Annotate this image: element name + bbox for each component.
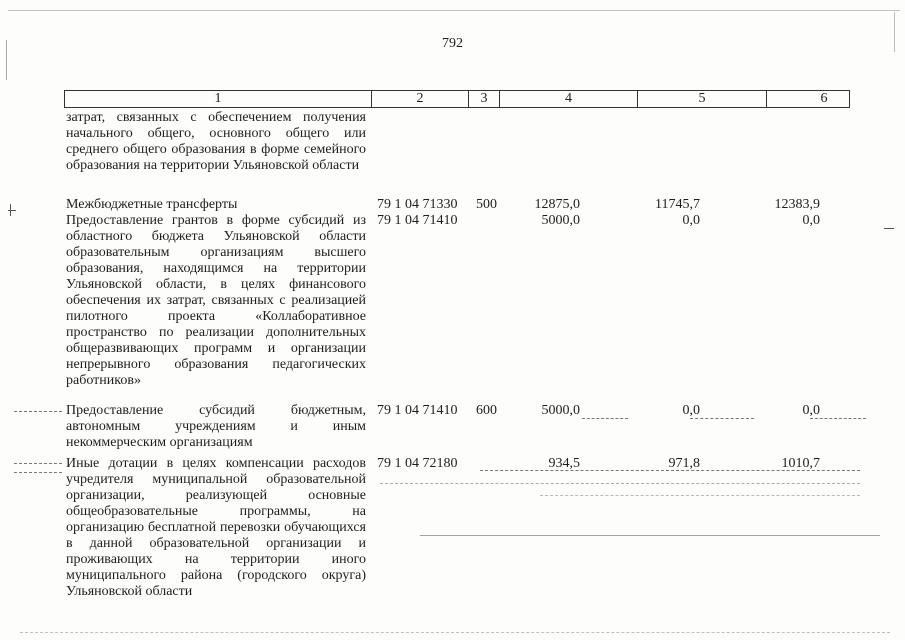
row-description: Иные дотации в целях компенсации расходов учредителя муниципальной образовательной организации, реализующей основные общеобразовательные программы, на организацию бесплатной перевозки обучающихся в данной образовательной организации и проживающих на территории иного муниципального района (городского округа) Ульяновской области [66,456,366,599]
scan-artifact-line [480,470,860,472]
row-value-col5: 11745,7 [655,197,700,212]
scan-artifact-line [582,418,628,420]
row-value-col5: 971,8 [668,456,700,471]
row-code: 79 1 04 71410 [377,213,458,228]
row-description: Предоставление грантов в форме субсидий из областного бюджета Ульяновской области образовательным организациям высшего образования, находящимся на территории Ульяновской области, в целях финансового обеспечения их затрат, связанных с реализацией пилотного проекта «Коллаборативное пространство по реализации дополнительных общеразвивающих программ и организации непрерывного образования педагогических работников» [66,213,366,388]
row-description: затрат, связанных с обеспечением получения начального общего, основного общего или среднего общего образования в форме семейного образования на территории Ульяновской области [66,110,366,173]
table-column-header [64,90,850,108]
scan-artifact-line [14,472,62,474]
row-description: Предоставление субсидий бюджетным, автономным учреждениям и иным некоммерческим организациям [66,403,366,450]
scan-left-tick-v [10,204,11,216]
row-expense-type: 600 [476,403,497,418]
row-description: Межбюджетные трансферты [66,197,238,212]
row-value-col4: 12875,0 [534,197,580,212]
row-value-col6: 0,0 [802,213,820,228]
column-number-5: 5 [637,91,766,107]
column-number-4: 4 [499,91,637,107]
scan-artifact-line [420,535,880,536]
scan-bottom-edge [20,632,890,634]
row-value-col5: 0,0 [682,403,700,418]
column-number-6: 6 [766,91,881,107]
row-expense-type: 500 [476,197,497,212]
row-code: 79 1 04 72180 [377,456,458,471]
scan-artifact-line [380,483,860,485]
row-value-col6: 1010,7 [781,456,820,471]
scan-artifact-line [810,418,866,420]
row-value-col4: 5000,0 [541,213,580,228]
row-code: 79 1 04 71330 [377,197,458,212]
row-value-col4: 5000,0 [541,403,580,418]
column-number-1: 1 [214,91,222,106]
scan-artifact-line [690,418,754,420]
scan-artifact-line [14,463,62,465]
column-number-3: 3 [468,91,499,107]
scan-right-tick [884,228,894,229]
row-value-col6: 12383,9 [774,197,820,212]
row-value-col4: 934,5 [548,456,580,471]
page-number: 792 [442,36,463,51]
column-number-2: 2 [371,91,468,107]
row-value-col5: 0,0 [682,213,700,228]
row-code: 79 1 04 71410 [377,403,458,418]
scan-artifact-line [540,495,860,497]
row-value-col6: 0,0 [802,403,820,418]
scan-artifact-line [14,411,62,413]
scan-top-edge [8,10,900,11]
